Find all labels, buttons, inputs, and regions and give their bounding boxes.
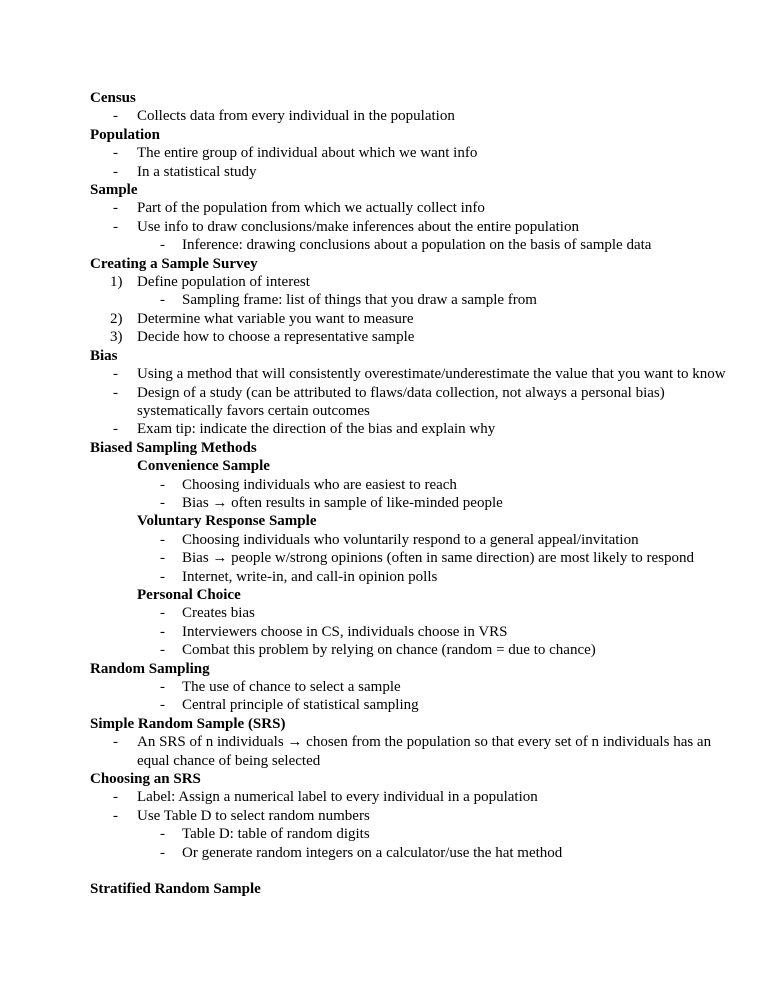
list-item xyxy=(90,291,730,309)
line-text: Inference: drawing conclusions about a population on the basis of sample data xyxy=(182,237,652,254)
line-text: Or generate random integers on a calculator/use the hat method xyxy=(182,844,563,861)
list-marker: 2) xyxy=(110,310,123,327)
list-item xyxy=(90,788,730,806)
list-marker: - xyxy=(113,789,118,806)
line-text: Use info to draw conclusions/make inferences about the entire population xyxy=(137,218,579,235)
list-marker: - xyxy=(113,163,118,180)
list-marker: - xyxy=(160,844,165,861)
list-item xyxy=(90,844,730,862)
list-marker: - xyxy=(113,200,118,217)
line-text: Sampling frame: list of things that you draw a sample from xyxy=(182,292,537,309)
line-text: Creates bias xyxy=(182,605,255,622)
section-heading xyxy=(90,126,730,144)
list-marker: - xyxy=(113,145,118,162)
section-heading xyxy=(90,439,730,457)
line-text: Internet, write-in, and call-in opinion polls xyxy=(182,568,438,585)
list-marker: - xyxy=(160,697,165,714)
line-text: Bias xyxy=(90,347,118,364)
section-heading xyxy=(90,770,730,788)
line-text: Bias → people w/strong opinions (often in same direction) are most likely to respond xyxy=(182,550,694,567)
list-item xyxy=(90,696,730,714)
line-text: Census xyxy=(90,90,136,106)
line-text: Central principle of statistical sampling xyxy=(182,697,419,714)
list-item xyxy=(90,623,730,641)
list-marker: - xyxy=(160,826,165,843)
list-item xyxy=(90,384,730,402)
line-text: Collects data from every individual in the population xyxy=(137,108,455,125)
list-marker: - xyxy=(160,292,165,309)
list-marker: - xyxy=(113,108,118,125)
line-text: equal chance of being selected xyxy=(137,752,321,769)
section-heading xyxy=(90,880,730,898)
list-marker: - xyxy=(113,384,118,401)
list-item xyxy=(90,476,730,494)
wrapped-line xyxy=(90,402,730,420)
list-marker: - xyxy=(160,237,165,254)
list-item xyxy=(90,604,730,622)
list-item xyxy=(90,163,730,181)
list-marker: 1) xyxy=(110,274,123,291)
line-text: An SRS of n individuals → chosen from the population so that every set of n individuals has an xyxy=(137,734,712,751)
sub-heading xyxy=(90,586,730,604)
wrapped-line xyxy=(90,752,730,770)
section-heading xyxy=(90,715,730,733)
section-heading xyxy=(90,660,730,678)
list-item xyxy=(90,641,730,659)
line-text: Sample xyxy=(90,182,138,199)
line-text: Biased Sampling Methods xyxy=(90,439,257,456)
list-marker: - xyxy=(160,568,165,585)
list-marker: - xyxy=(160,679,165,695)
list-item xyxy=(90,273,730,291)
line-text: Combat this problem by relying on chance (random = due to chance) xyxy=(182,642,596,659)
line-text: Part of the population from which we actually collect info xyxy=(137,200,485,217)
line-text: Determine what variable you want to measure xyxy=(137,310,414,327)
list-marker: - xyxy=(113,218,118,235)
list-marker: - xyxy=(160,531,165,548)
line-text: Convenience Sample xyxy=(137,458,270,475)
list-item xyxy=(90,218,730,236)
line-text: Label: Assign a numerical label to every individual in a population xyxy=(137,789,538,806)
list-item xyxy=(90,365,730,383)
list-item xyxy=(90,549,730,567)
list-marker: 3) xyxy=(110,329,123,346)
list-item xyxy=(90,107,730,125)
line-text: Simple Random Sample (SRS) xyxy=(90,715,286,732)
list-marker: - xyxy=(160,642,165,659)
line-text: Exam tip: indicate the direction of the bias and explain why xyxy=(137,421,496,438)
line-text: The use of chance to select a sample xyxy=(182,679,401,695)
list-item xyxy=(90,531,730,549)
list-marker: - xyxy=(113,734,118,751)
list-marker: - xyxy=(160,476,165,493)
line-text: Voluntary Response Sample xyxy=(137,513,317,530)
list-item xyxy=(90,236,730,254)
line-text: Choosing individuals who voluntarily respond to a general appeal/invitation xyxy=(182,531,639,548)
line-text: Creating a Sample Survey xyxy=(90,255,258,272)
list-item xyxy=(90,420,730,438)
document-body xyxy=(90,89,730,899)
line-text: In a statistical study xyxy=(137,163,257,180)
list-item xyxy=(90,825,730,843)
list-marker: - xyxy=(160,550,165,567)
blank-line xyxy=(90,862,730,880)
line-text: Choosing an SRS xyxy=(90,771,201,788)
list-item xyxy=(90,144,730,162)
line-text: Design of a study (can be attributed to flaws/data collection, not always a personal bias) xyxy=(137,384,665,401)
list-item xyxy=(90,310,730,328)
line-text: Using a method that will consistently overestimate/underestimate the value that you want to know xyxy=(137,366,726,383)
list-item xyxy=(90,678,730,696)
sub-heading xyxy=(90,512,730,530)
list-marker: - xyxy=(160,623,165,640)
section-heading xyxy=(90,347,730,365)
list-marker: - xyxy=(113,421,118,438)
section-heading xyxy=(90,181,730,199)
list-item xyxy=(90,568,730,586)
sub-heading xyxy=(90,457,730,475)
list-item xyxy=(90,494,730,512)
line-text: Define population of interest xyxy=(137,274,310,291)
section-heading xyxy=(90,89,730,107)
line-text: Population xyxy=(90,126,161,143)
list-item xyxy=(90,733,730,751)
line-text: Table D: table of random digits xyxy=(182,826,370,843)
list-item xyxy=(90,807,730,825)
line-text: Use Table D to select random numbers xyxy=(137,807,370,824)
list-marker: - xyxy=(113,807,118,824)
list-marker: - xyxy=(160,605,165,622)
line-text: The entire group of individual about which we want info xyxy=(137,145,478,162)
line-text: Personal Choice xyxy=(137,586,241,603)
line-text: systematically favors certain outcomes xyxy=(137,402,370,419)
list-marker: - xyxy=(113,366,118,383)
line-text: Bias → often results in sample of like-minded people xyxy=(182,494,503,511)
line-text: Interviewers choose in CS, individuals choose in VRS xyxy=(182,623,508,640)
list-item xyxy=(90,199,730,217)
section-heading xyxy=(90,255,730,273)
line-text: Random Sampling xyxy=(90,660,210,677)
line-text: Choosing individuals who are easiest to reach xyxy=(182,476,457,493)
list-marker: - xyxy=(160,494,165,511)
line-text: Decide how to choose a representative sample xyxy=(137,329,415,346)
line-text: Stratified Random Sample xyxy=(90,881,261,898)
list-item xyxy=(90,328,730,346)
